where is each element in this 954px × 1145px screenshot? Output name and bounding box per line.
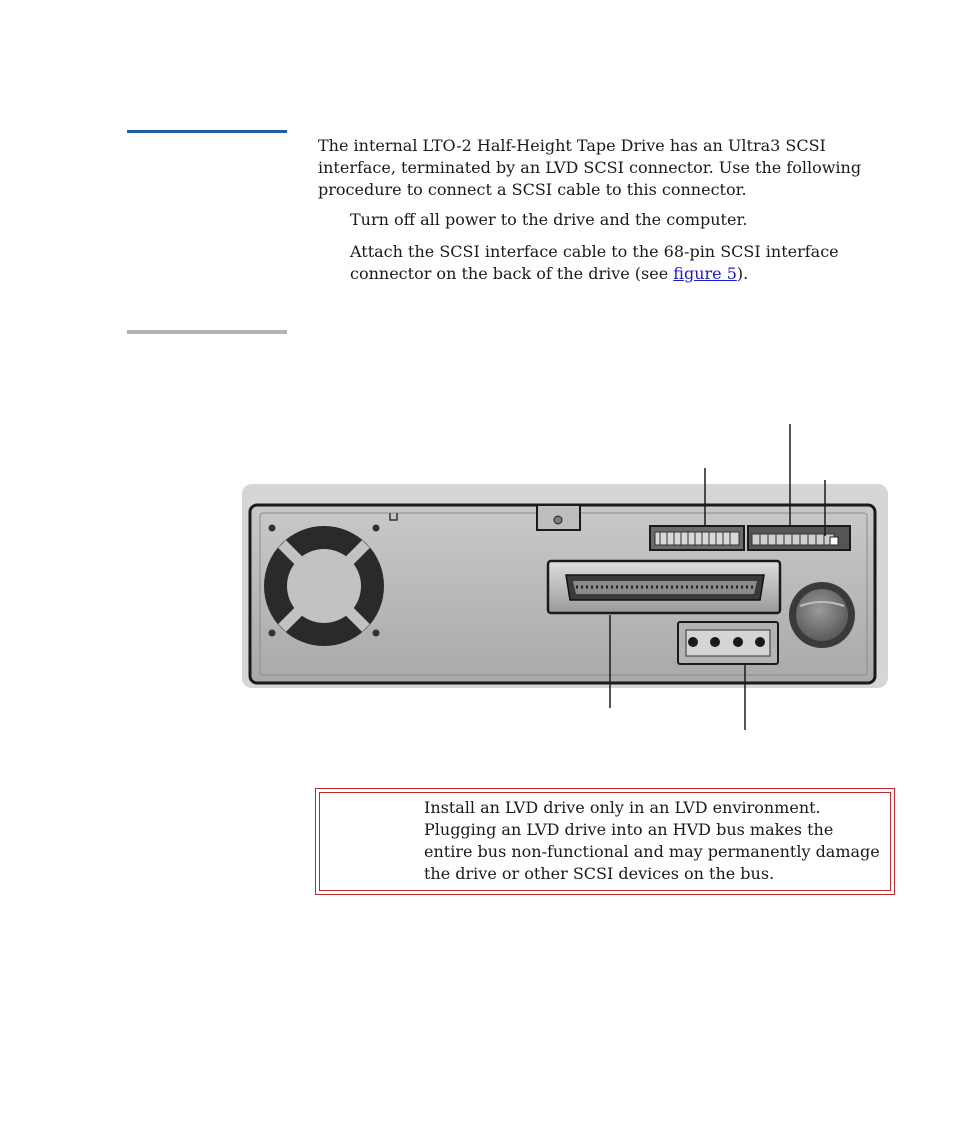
section-rule-figure	[127, 330, 287, 334]
fan-vent-icon	[264, 526, 384, 646]
round-plug	[789, 582, 855, 648]
section-rule-top	[127, 130, 287, 133]
step-2-text	[350, 241, 900, 285]
configuration-jumper-block	[650, 526, 744, 550]
step-2-text-after: ).	[736, 264, 749, 283]
power-connector	[678, 622, 778, 664]
caution-text: Install an LVD drive only in an LVD environment. Plugging an LVD drive into an HVD bus makes the entire bus non-functional and may permanently damage the drive or other SCSI devices on the bus.	[424, 798, 880, 883]
auxiliary-connector	[748, 526, 850, 550]
intro-paragraph: The internal LTO-2 Half-Height Tape Drive has an Ultra3 SCSI interface, terminated by an LVD SCSI connector. Use the following procedure to connect a SCSI cable to this connector.	[318, 136, 862, 199]
caution-box	[315, 788, 895, 895]
step-1-text: Turn off all power to the drive and the computer.	[350, 210, 748, 229]
step-2-text-before: Attach the SCSI interface cable to the 68-pin SCSI interface connector on the back of the drive (see	[350, 242, 839, 283]
drive-rear-panel-figure	[240, 420, 900, 740]
figure-5-link[interactable]: figure 5	[673, 264, 737, 283]
scsi-68-pin-connector	[548, 561, 780, 613]
